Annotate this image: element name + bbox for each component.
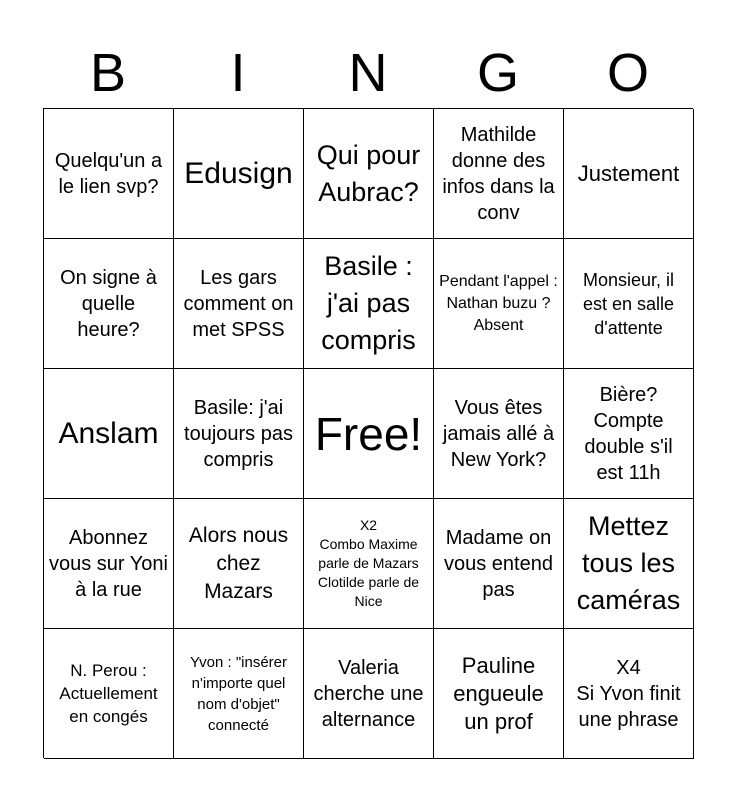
cell-text: Abonnez vous sur Yoni à la rue <box>49 526 168 601</box>
bingo-cell[interactable] <box>564 109 694 239</box>
header-letter-n: N <box>348 43 388 103</box>
bingo-header <box>43 42 693 104</box>
cell-text: Quelqu'un a le lien svp? <box>54 149 163 198</box>
bingo-cell[interactable] <box>174 109 304 239</box>
cell-text: Alors nous chez Mazars <box>188 523 289 603</box>
header-letter-i: I <box>230 43 246 103</box>
header-letter-g: G <box>476 43 519 103</box>
bingo-cell[interactable] <box>434 239 564 369</box>
cell-text: Basile : j'ai pas compris <box>321 251 416 355</box>
bingo-cell[interactable] <box>44 369 174 499</box>
cell-text: Vous êtes jamais allé à New York? <box>442 396 555 471</box>
bingo-cell[interactable] <box>44 109 174 239</box>
bingo-cell[interactable] <box>564 369 694 499</box>
cell-text: Monsieur, il est en salle d'attente <box>582 269 675 338</box>
header-letter-b: B <box>89 43 127 103</box>
bingo-cell[interactable] <box>304 499 434 629</box>
cell-text: On signe à quelle heure? <box>60 266 157 341</box>
bingo-cell[interactable] <box>304 239 434 369</box>
cell-text: N. Perou : Actuellement en congés <box>59 661 158 726</box>
cell-text: Pendant l'appel : Nathan buzu ? Absent <box>439 272 558 334</box>
free-space[interactable] <box>304 369 434 499</box>
cell-text: Basile: j'ai toujours pas compris <box>184 396 293 471</box>
cell-text: X4 Si Yvon finit une phrase <box>576 656 681 731</box>
cell-text: X2 Combo Maxime parle de Mazars Clotilde parle de Nice <box>317 517 420 609</box>
bingo-cell[interactable] <box>564 499 694 629</box>
bingo-cell[interactable] <box>434 629 564 759</box>
bingo-cell[interactable] <box>174 629 304 759</box>
bingo-board <box>43 108 693 758</box>
bingo-cell[interactable] <box>434 499 564 629</box>
cell-text: Qui pour Aubrac? <box>316 139 421 207</box>
cell-text: Mettez tous les caméras <box>576 511 681 615</box>
free-space-text: Free! <box>314 407 423 460</box>
cell-text: Madame on vous entend pas <box>444 526 553 601</box>
bingo-cell[interactable] <box>44 629 174 759</box>
bingo-cell[interactable] <box>434 109 564 239</box>
cell-text: Bière? Compte double s'il est 11h <box>584 383 673 484</box>
bingo-cell[interactable] <box>174 499 304 629</box>
bingo-cell[interactable] <box>174 239 304 369</box>
bingo-cell[interactable] <box>564 239 694 369</box>
cell-text: Valeria cherche une alternance <box>313 656 424 731</box>
bingo-cell[interactable] <box>564 629 694 759</box>
cell-text: Yvon : "insérer n'importe quel nom d'objet" connecté <box>189 653 288 734</box>
bingo-cell[interactable] <box>44 239 174 369</box>
bingo-cell[interactable] <box>174 369 304 499</box>
cell-text: Anslam <box>58 416 159 450</box>
bingo-cell[interactable] <box>304 109 434 239</box>
bingo-cell[interactable] <box>44 499 174 629</box>
bingo-cell[interactable] <box>434 369 564 499</box>
cell-text: Edusign <box>184 156 293 190</box>
cell-text: Justement <box>577 160 680 186</box>
cell-text: Les gars comment on met SPSS <box>183 266 294 341</box>
header-letter-o: O <box>606 43 649 103</box>
bingo-cell[interactable] <box>304 629 434 759</box>
cell-text: Mathilde donne des infos dans la conv <box>442 123 555 224</box>
cell-text: Pauline engueule un prof <box>453 652 544 734</box>
